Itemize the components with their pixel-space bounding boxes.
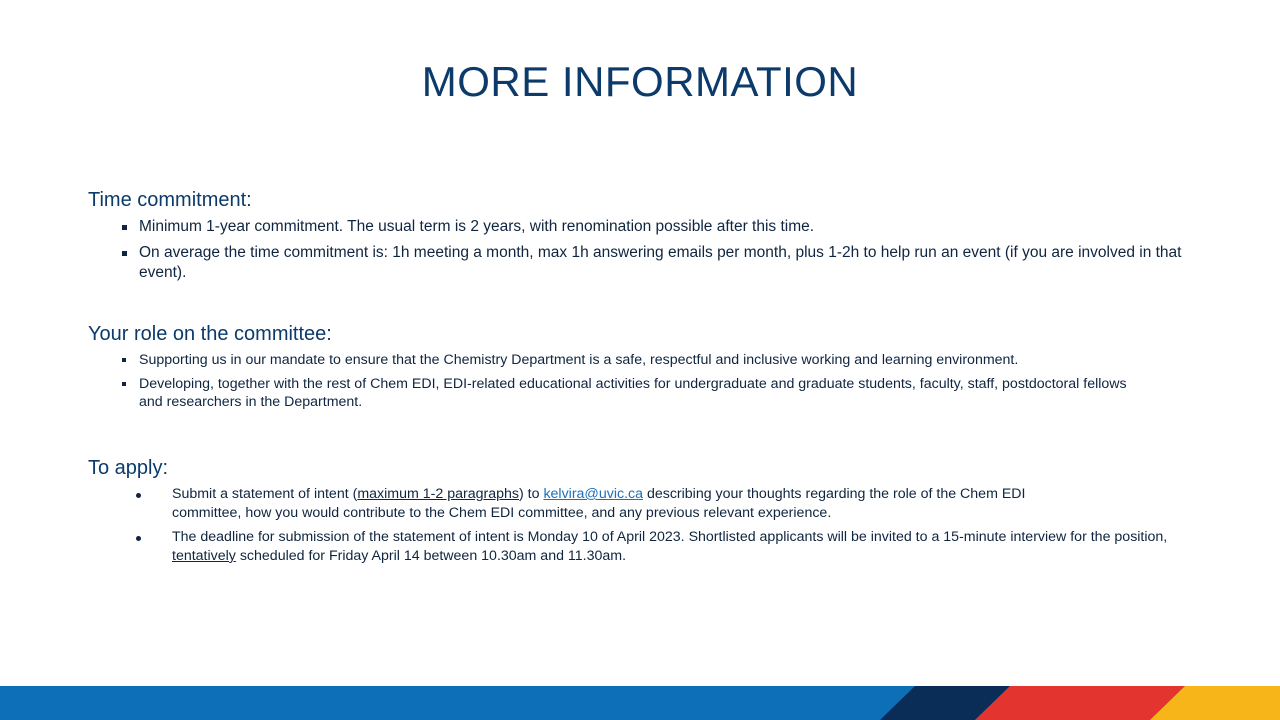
time-commitment-section: [88, 188, 1208, 289]
apply-text-part: ) to: [518, 486, 544, 502]
round-bullet-icon: [136, 493, 141, 498]
committee-role-heading: Your role on the committee:: [88, 323, 332, 345]
footer-color-band: [0, 686, 1280, 720]
square-bullet-icon: [122, 358, 126, 362]
committee-role-list: [88, 351, 1208, 411]
apply-section: [88, 456, 1208, 571]
list-item: [88, 243, 1208, 283]
list-item-text: Supporting us in our mandate to ensure that the Chemistry Department is a safe, respectful and inclusive working and learning environment.: [139, 352, 1019, 368]
list-item-text: Developing, together with the rest of Chem EDI, EDI-related educational activities for undergraduate and graduate students, faculty, staff, postdoctoral fellows and researchers in the Department.: [139, 376, 1127, 410]
square-bullet-icon: [122, 251, 127, 256]
email-link[interactable]: kelvira@uvic.ca: [543, 486, 643, 502]
footer-red-stripe: [975, 686, 1185, 720]
slide-title: MORE INFORMATION: [421, 58, 859, 105]
time-commitment-heading: Time commitment:: [88, 189, 252, 211]
apply-text-part: describing your thoughts regarding the role of the Chem EDI committee, how you would contribute to the Chem EDI committee, and any previous relevant experience.: [172, 486, 1026, 521]
committee-role-section: [88, 322, 1208, 417]
paragraph-limit-text: maximum 1-2 paragraphs: [357, 486, 519, 502]
square-bullet-icon: [122, 225, 127, 230]
apply-heading: To apply:: [88, 457, 169, 479]
apply-text-part: Submit a statement of intent (: [172, 486, 358, 502]
list-item-text: On average the time commitment is: 1h meeting a month, max 1h answering emails per month, plus 1-2h to help run an event (if you are involved in that event).: [139, 244, 1182, 281]
apply-list: [88, 485, 1208, 566]
round-bullet-icon: [136, 536, 141, 541]
list-item-text: Minimum 1-year commitment. The usual term is 2 years, with renomination possible after this time.: [139, 218, 815, 235]
tentatively-text: tentatively: [172, 548, 236, 564]
square-bullet-icon: [122, 382, 126, 386]
list-item: [88, 375, 1139, 411]
list-item: [88, 528, 1208, 566]
list-item: [88, 217, 1208, 237]
deadline-text-part: The deadline for submission of the statement of intent is Monday 10 of April 2023. Shortlisted applicants will be invited to a 15-minute interview for the position,: [172, 529, 1168, 545]
list-item: [88, 485, 1052, 523]
time-commitment-list: [88, 217, 1208, 283]
deadline-text-part: scheduled for Friday April 14 between 10.30am and 11.30am.: [235, 548, 627, 564]
list-item: [88, 351, 1139, 369]
